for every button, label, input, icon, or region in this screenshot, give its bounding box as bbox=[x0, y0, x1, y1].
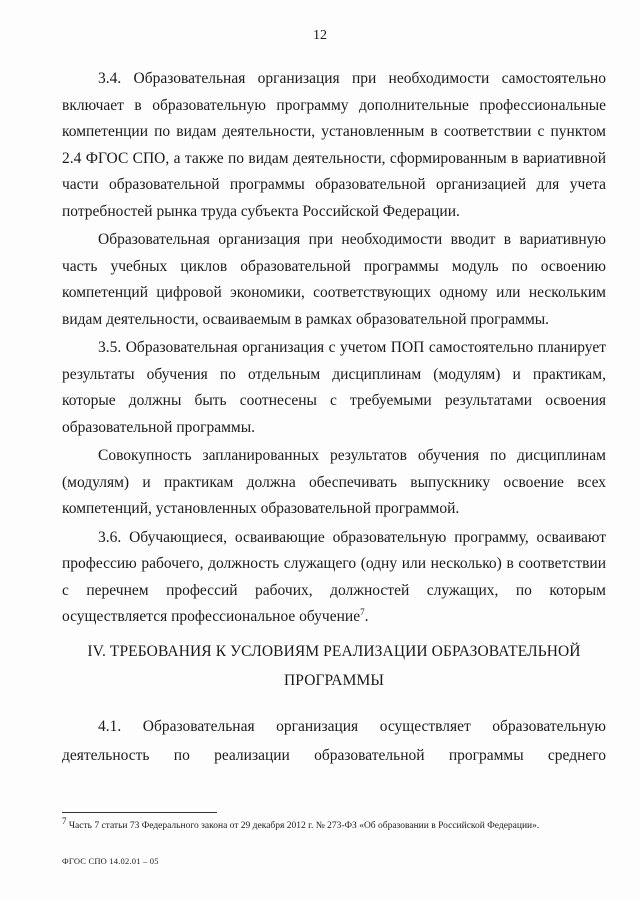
footnote-reference: 7 bbox=[360, 606, 365, 617]
paragraph-4-1: 4.1. Образовательная организация осуществляет образовательную деятельность по реализации образовательной программы среднего bbox=[62, 718, 606, 764]
footer-code: ФГОС СПО 14.02.01 – 05 bbox=[62, 856, 159, 866]
footnote-marker: 7 bbox=[62, 815, 67, 826]
paragraph-learning-results: Совокупность запланированных результатов обучения по дисциплинам (модулям) и практикам должна обеспечивать выпускнику освоение всех компетенций, установленных образовательной программой. bbox=[62, 447, 606, 517]
footnote bbox=[62, 815, 622, 832]
paragraph-3-6-text: 3.6. Обучающиеся, осваивающие образовательную программу, осваивают профессию рабочего, должность служащего (одну или несколько) в соответствии с перечнем профессий рабочих, должностей служащих, по которым осуществляется профессиональное обучение bbox=[62, 528, 606, 625]
footnote-divider bbox=[62, 812, 217, 813]
body-text bbox=[62, 66, 606, 631]
page-number: 12 bbox=[313, 28, 327, 43]
section-heading bbox=[62, 637, 606, 695]
paragraph-3-5: 3.5. Образовательная организация с учетом ПОП самостоятельно планирует результаты обучения по отдельным дисциплинам (модулям) и практикам, которые должны быть соотнесены с требуемыми результатами освоения образовательной программы. bbox=[62, 339, 606, 436]
footnote-text: Часть 7 статьи 73 Федерального закона от 29 декабря 2012 г. № 273-ФЗ «Об образовании в Российской Федерации». bbox=[66, 821, 540, 831]
paragraph-3-4: 3.4. Образовательная организация при необходимости самостоятельно включает в образовательную программу дополнительные профессиональные компетенции по видам деятельности, установленным в соответствии с пунктом 2.4 ФГОС СПО, а также по видам деятельности, сформированным в вариативной части образовательной программы образовательной организацией для учета потребностей рынка труда субъекта Российской Федерации. bbox=[62, 70, 606, 220]
section-heading-line-2: ПРОГРАММЫ bbox=[284, 672, 384, 689]
paragraph-digital-economy: Образовательная организация при необходимости вводит в вариативную часть учебных циклов образовательной программы модуль по освоению компетенций цифровой экономики, соответствующих одному или нескольким видам деятельности, осваиваемым в рамках образовательной программы. bbox=[62, 231, 606, 328]
section-heading-line-1: IV. ТРЕБОВАНИЯ К УСЛОВИЯМ РЕАЛИЗАЦИИ ОБРАЗОВАТЕЛЬНОЙ bbox=[87, 643, 581, 660]
paragraph-3-6: 3.6. Обучающиеся, осваивающие образовательную программу, осваивают профессию рабочего, должность служащего (одну или несколько) в соответствии с перечнем профессий рабочих, должностей служащих, по которым осуществляется профессиональное обучение$^7$. bbox=[62, 528, 606, 625]
